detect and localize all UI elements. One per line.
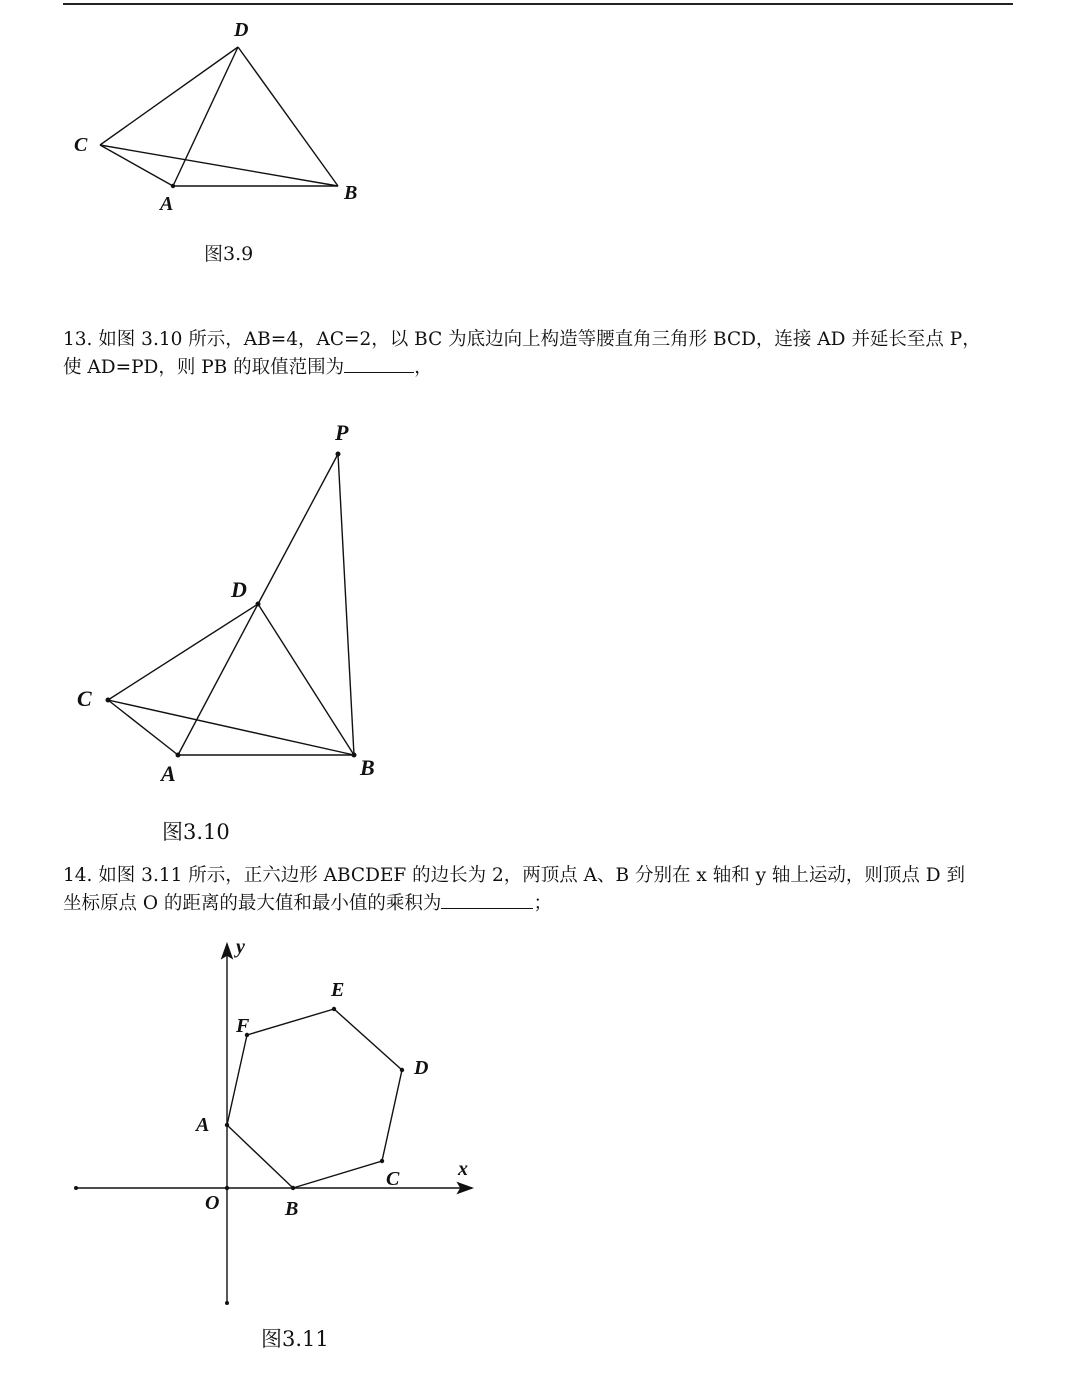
label-D: D [231, 577, 247, 602]
problem-13-text: 使 AD=PD，则 PB 的取值范围为 [63, 357, 345, 378]
label-D: D [234, 19, 249, 41]
point-E [332, 1007, 336, 1011]
label-A: A [161, 761, 176, 786]
problem-14-text: 坐标原点 O 的距离的最大值和最小值的乘积为 [63, 893, 442, 914]
hexagon-ABCDEF [227, 1009, 402, 1188]
label-P: P [335, 420, 349, 445]
caption-3-10: 图3.10 [162, 820, 230, 844]
point-D [400, 1068, 404, 1072]
point-C [380, 1159, 384, 1163]
label-C: C [74, 134, 88, 156]
problem-13-punct: ， [414, 357, 433, 378]
y-axis-end [225, 1301, 229, 1305]
label-C: C [77, 686, 92, 711]
caption-3-11: 图3.11 [261, 1327, 329, 1351]
label-A: A [196, 1114, 210, 1136]
label-x: x [458, 1158, 468, 1180]
label-F: F [236, 1015, 250, 1037]
caption-3-9: 图3.9 [204, 243, 254, 265]
label-D: D [414, 1057, 429, 1079]
problem-14-punct: ； [533, 893, 552, 914]
problem-14-line1: 14. 如图 3.11 所示，正六边形 ABCDEF 的边长为 2，两顶点 A、B 分别在 x 轴和 y 轴上运动，则顶点 D 到 [63, 865, 966, 886]
label-y: y [236, 936, 245, 958]
label-B: B [285, 1198, 299, 1220]
label-B: B [344, 182, 358, 204]
label-O: O [205, 1192, 220, 1214]
point-A [225, 1123, 229, 1127]
label-A: A [160, 193, 174, 215]
label-C: C [386, 1168, 400, 1190]
point-B [291, 1186, 295, 1190]
problem-13-line1: 13. 如图 3.10 所示，AB=4，AC=2，以 BC 为底边向上构造等腰直角三角形 BCD，连接 AD 并延长至点 P， [63, 329, 981, 350]
label-E: E [331, 979, 345, 1001]
point-O [225, 1186, 229, 1190]
label-B: B [360, 755, 375, 780]
x-axis-end [74, 1186, 78, 1190]
